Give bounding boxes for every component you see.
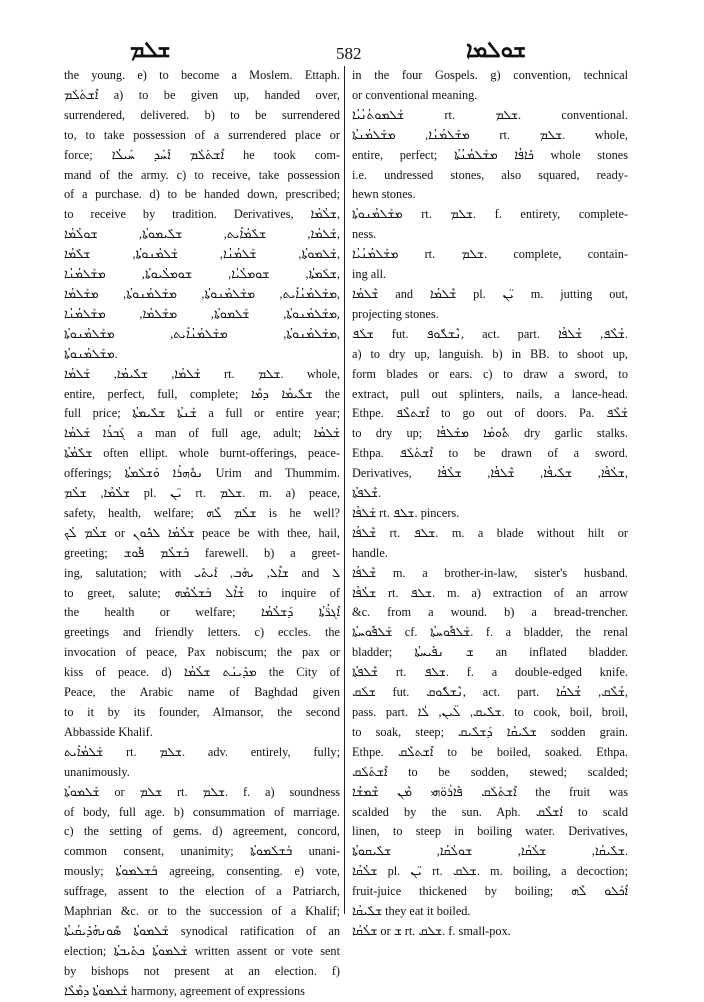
text-line: &c. from a wound. b) a bread-trencher. [352,605,628,620]
text-line: Ethpa. ܐܶܫܬܰܠܰܦ to be drawn of a sword. [352,446,628,461]
text-line: Ethpe. ܐܶܫܬܠܶܩ to be boiled, soaked. Ethpa. [352,744,628,759]
text-line: ܡܫܰܠܡܳܢܳܝܳܐ rt. ܫܠܡ. complete, contain- [352,247,628,262]
text-line: election; ܫܰܠܡܘܬܳܐ ܟܬܺܝܒܬܳܐ written assent or vote sent [64,943,340,958]
text-line: to receive by tradition. Derivatives, ܫܠܳܡܳܐ, [64,207,340,222]
text-line: to soak, steep; ܫܠܺܝܩܳܐ ܕܰܫܠܺܝܩ sodden grain. [352,724,628,739]
text-line: greeting; ܒܰܫܠܳܡ ܦܽܘܫ farewell. b) a greet- [64,545,340,560]
text-line: ܡܫܰܠܡܳܢܘܬܳܐ. [64,346,118,361]
text-line: Maphrian &c. or to the succession of a Khalif; [64,904,340,919]
text-line: hewn stones. [352,187,416,202]
text-line: a) to dry up, languish. b) in BB. to shoot up, [352,346,628,361]
text-line: ܫܶܠܦܳܐ m. a brother-in-law, sister's husband. [352,565,628,580]
text-line: ܫܶܠܦܬܳܐ rt. ܫܠܦ. f. a double-edged knife. [352,665,628,680]
text-line: ܡܫܰܠܡܳܢܘܬܳܐ, ܫܰܠܡܘܬܳܐ, ܡܫܰܠܡܳܐ, ܡܫܰܠܡܳܢܳܐ, [64,306,340,321]
text-line: ܫܰܠܡܳܐܺܝܬ rt. ܫܠܡ. adv. entirely, fully; [64,744,340,759]
text-line: ܫܠܳܩܳܐ pl. ܝ̈ܢ rt. ܫܠܩ. m. boiling, a decoction; [352,864,628,879]
text-line: handle. [352,545,388,560]
header-right-word: ܫܘܠܡܐ [466,38,527,63]
text-line: to, to take possession of a surrendered place or [64,127,340,142]
text-line: Derivatives, ܫܠܳܦܳܐ, ܫܠܺܝܦܳܐ, ܫܶܠܦܳܐ, ܫܠܳܦܳܐ, [352,466,628,481]
text-line: Peace, the Arabic name of Baghdad given [64,685,340,700]
text-line: Ethpe. ܐܶܫܬܠܶܦ to go out of doors. Pa. ܫܰܠܶܦ [352,406,628,421]
text-line: of body, full age. b) consummation of marriage. [64,804,340,819]
text-line: ܫܠܺܡܳܬܳܐ often ellipt. whole burnt-offerings, peace- [64,446,340,461]
text-line: ܫܠܰܡܬܳܐ, ܫܘܡܠܳܝܳܐ, ܫܘܡܠܳܝܘܬܳܐ, ܡܫܰܠܡܳܢܳܐ, [64,267,340,282]
page-number: 582 [336,44,362,63]
text-line: ܡܫܰܠܡܳܢܳܐܺܝܬ, ܡܫܰܠܡܳܢܘܬܳܐ, ܡܫܰܠܡܳܢܘܬܳܐ, ܡܫܰܠܡܳܐ, [64,286,340,301]
text-line: ܫܰܠܡܘܬܳܢܳܝܳܐ rt. ܫܠܡ. conventional. [352,107,628,122]
text-line: scalded by the sun. Aph. ܐܰܫܠܶܩ to scald [352,804,628,819]
header-left-word: ܫܠܡ [130,38,171,63]
text-line: form blades or ears. c) to draw a sword, to [352,366,628,381]
text-line: suffrage, assent to the election of a Patriarch, [64,884,340,899]
text-line: common consent, unanimity; ܒܰܫܠܰܡܘܬܳܐ unani- [64,844,340,859]
text-line: entire, perfect, full, complete; ܫܠܺܝܡܳܐ ܕܡܶܐ the [64,386,340,401]
text-line: offerings; ܢܘܽܗܪܳܐ ܘܰܫܠܰܡܬܳܐ Urim and Thummim. [64,466,340,481]
text-line: ܫܠܳܩܳܐ or ܫ rt. ܫܠܩ. f. small-pox. [352,923,511,938]
text-line: entire, perfect; ܟܺܐܦܳܐ ܡܫܰܠܡܳܢܳܬܳܐ whole stones [352,147,628,162]
text-line: ܡܫܰܠܡܳܢܳܐ, ܡܫܰܠܡܳܢܬܳܐ rt. ܫܠܡ. whole, [352,127,628,142]
text-line: invocation of peace, Pax nobiscum; the pax or [64,645,340,660]
text-line: ܫܰܠܡܘܬܳܐ ܣܽܘܢܗܳܕܺܝܩܳܝܬܳܐ synodical ratification of an [64,923,340,938]
text-line: ܫܠܰܦ fut. ܢܶܫܠܽܘܦ, act. part. ܫܳܠܶܦ, ܫܳܠܦܳܐ. [352,326,628,341]
text-line: pass. part. ܫܠܺܝܩ, ܠ̈ܝܢ, ܠܳܐ. to cook, boil, broil, [352,705,628,719]
text-line: to greet, salute; ܫܳܐܶܠ ܒܰܫܠܳܡܶܗ to inquire of [64,585,340,600]
text-line: fruit-juice thickened by boiling; ܐܶܟܰܠܘ ܠܶܗ [352,884,628,899]
text-line: greetings and friendly letters. c) eccles. the [64,625,340,640]
column-divider [344,66,345,914]
text-line: ܫܰܠܡܳܐ, ܫܠܺܝܡܳܐ, ܫܰܠܡܳܐ rt. ܫܠܡ. whole, [64,366,340,381]
text-line: ܫܰܠܦܳܐ rt. ܫܠܦ. pincers. [352,505,460,520]
text-line: projecting stones. [352,306,439,321]
text-line: ܫܠܳܡ ܠܳܟ or ܫܠܳܡܳܐ ܠܟܽܘܢ peace be with thee, hail, [64,525,340,540]
text-line: ܫܠܺܝܩܳܐ, ܫܠܳܩܳܐ, ܫܘܠܳܩܳܐ, ܫܠܺܝܩܘܬܳܐ. [352,844,628,859]
text-line: ܐܶܫܬܰܠܰܩ to be sodden, stewed; scalded; [352,764,628,779]
text-line: c) the setting of gems. d) agreement, concord, [64,824,340,839]
left-column [64,66,340,1002]
text-line: ܫܠܺܝܩܳܐ they eat it boiled. [352,904,471,919]
text-line: full price; ܫܰܢܬܳܐ ܫܠܺܝܡܬܳܐ a full or entire year; [64,406,340,421]
text-line: ܫܶܠܦܳܐ rt. ܫܠܦ. m. a blade without hilt or [352,525,628,540]
text-line: ing all. [352,267,387,282]
text-line: ing, salutation; with ܫܐܶܠ, ܝܗܰܒ, ܐܰܝܬܺܝ and ܠ [64,565,340,580]
text-line: ܫܶܠܦܬܳܐ. [352,486,382,501]
text-line: force; ܐܶܫܬܰܠܰܡ ܐܺܚܰܕ ܚܰܝܠܳܐ he took com- [64,147,340,162]
text-line: to it by its founder, Almansor, the second [64,705,340,719]
text-line: ܫܠܳܡܳܐ, ܫܠܳܡ pl. ܝ̈ܢ rt. ܫܠܡ. m. a) peace, [64,486,340,501]
right-column [352,66,628,942]
text-line: ness. [352,227,377,242]
text-line: ܫܠܰܩ fut. ܢܶܫܠܽܘܩ, act. part. ܫܳܠܶܩ, ܫܳܠܩܳܐ, [352,685,628,700]
text-line: the health or welfare; ܐܶܓܪ̈ܳܬܳܐ ܕܰܫܠܳܡܳܐ [64,605,340,620]
text-line: Abbasside Khalif. [64,724,153,739]
text-line: ܫܰܠܡܳܐ, ܫܠܺܡܳܐܺܝܬ, ܫܠܺܝܡܘܬܳܐ, ܫܘܠܳܡܳܐ, [64,227,340,242]
text-line: mand of the army. c) to receive, take possession [64,167,340,182]
text-line: ܫܠܳܦܳܐ rt. ܫܠܦ. m. a) extraction of an arrow [352,585,628,600]
text-line: ܓܰܒܪܳܐ ܫܰܠܡܳܐ a man of full age, adult; ܫܰܠܡܳܐ [64,426,340,441]
text-line: surrendered, delivered. b) to be surrendered [64,107,340,122]
text-line: bladder; ܫ ܢܦܺܝܚܬܳܐ an inflated bladder. [352,645,628,660]
text-line: ܐܶܫܬܰܠܰܡ a) to be given up, handed over, [64,87,340,102]
text-line: i.e. undressed stones, also squared, ready- [352,167,628,182]
text-line: or conventional meaning. [352,87,478,102]
text-line: ܫܰܠܡܘܬܳܐ, ܫܰܠܡܳܢܳܐ, ܫܰܠܡܳܢܘܬܳܐ, ܫܠܺܡܳܐ, [64,247,340,262]
text-line: extract, pull out splinters, nails, a lance-head. [352,386,628,401]
text-line: ܫܰܠܡܘܬܳܐ ܕܡܶܠܶܐ harmony, agreement of expressions [64,983,305,998]
text-line: of a purchase. d) to be handed down, prescribed; [64,187,340,202]
text-line: ܫܰܠܡܘܬܳܐ or ܫܠܡ rt. ܫܠܡ. f. a) soundness [64,784,340,799]
text-line: unanimously. [64,764,130,779]
text-line: ܫܶܠܡܳܐ and ܫܶܠܡܳܐ pl. ܝ̈ܢ m. jutting out, [352,286,628,301]
text-line: linen, to steep in boiling water. Derivatives, [352,824,628,839]
text-line: mously; ܒܰܫܠܡܘܬܳܐ agreeing, consenting. e) vote, [64,864,340,879]
text-line: safety, health, welfare; ܫܠܳܡ ܠܶܗ is he well? [64,505,340,520]
text-line: ܡܫܰܠܡܳܢܘܬܳܐ, ܡܫܰܠܡܳܢܳܐܺܝܬ, ܡܫܰܠܡܳܢܘܬܳܐ, [64,326,340,341]
text-line: ܐܶܫܬܰܠܰܩ ܦܺܐܪܰܘ̈ܗܝ ܡܶܢ ܫܶܡܫܳܐ the fruit was [352,784,628,799]
text-line: the young. e) to become a Moslem. Ettaph. [64,68,340,82]
text-line: by bishops not present at an election. f) [64,963,340,978]
text-line: kiss of peace. d) ܡܕܺܝܢܰܬ ܫܠܳܡܳܐ the City of [64,665,340,680]
text-line: ܡܫܰܠܡܳܢܘܬܳܐ rt. ܫܠܡ. f. entirety, complete- [352,207,628,222]
text-line: to dry up; ܬܽܘܡܳܐ ܡܫܰܠܦܳܐ dry garlic stalks. [352,426,628,441]
text-line: ܫܰܠܦܽܘܚܬܳܐ cf. ܫܰܠܦܽܘܚܬܳܐ. f. a bladder, the renal [352,625,628,640]
text-line: in the four Gospels. g) convention, technical [352,68,628,82]
